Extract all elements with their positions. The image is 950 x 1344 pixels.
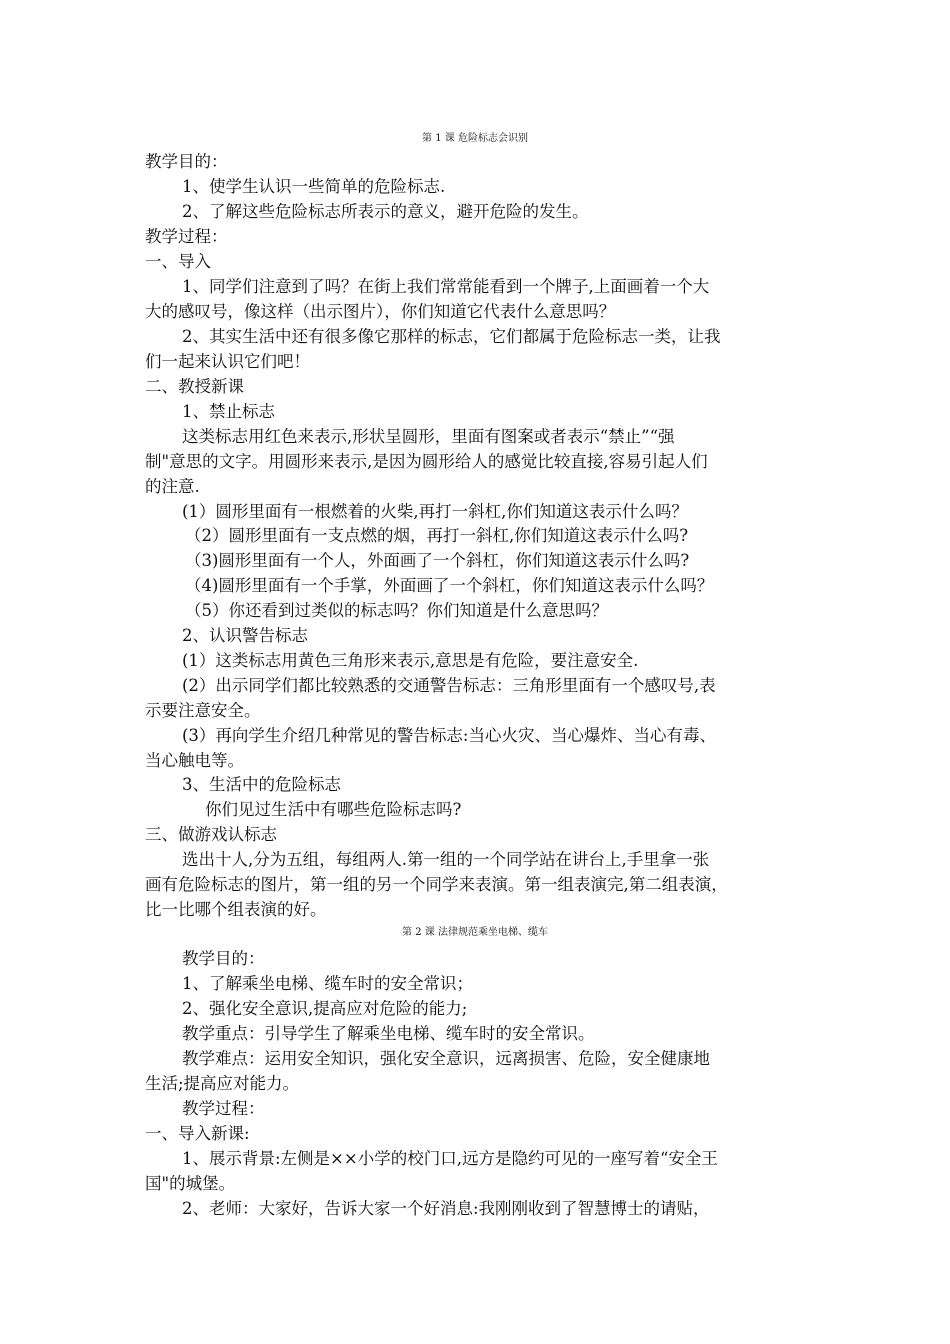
lesson2-line: 教学重点：引导学生了解乘坐电梯、缆车时的安全常识。 (182, 1024, 595, 1043)
lesson2-line: 1、展示背景:左侧是××小学的校门口,远方是隐约可见的一座写着“安全王 (182, 1149, 718, 1168)
lesson1-line: 2、了解这些危险标志所表示的意义，避开危险的发生。 (182, 202, 589, 221)
lesson2-line: 2、强化安全意识,提高应对危险的能力; (182, 999, 468, 1018)
lesson1-line: 教学目的： (145, 152, 228, 171)
lesson2-line: 教学过程： (182, 1099, 265, 1118)
lesson1-line: 这类标志用红色来表示,形状呈圆形，里面有图案或者表示“禁止”“强 (182, 427, 675, 446)
lesson2-line: 教学目的： (182, 949, 265, 968)
lesson1-line: 制"意思的文字。用圆形来表示,是因为圆形给人的感觉比较直接,容易引起人们 (145, 452, 708, 471)
lesson1-line: 1、禁止标志 (182, 402, 275, 421)
lesson1-line: 3、生活中的危险标志 (182, 775, 341, 794)
lesson1-line: 们一起来认识它们吧！ (145, 352, 310, 371)
lesson1-line: （4)圆形里面有一个手掌，外面画了一个斜杠，你们知道这表示什么吗？ (185, 576, 714, 595)
lesson1-line: 当心触电等。 (145, 751, 244, 770)
lesson1-line: 大的感叹号，像这样（出示图片），你们知道它代表什么意思吗？ (145, 302, 616, 321)
lesson1-line: （2）圆形里面有一支点燃的烟，再打一斜杠,你们知道这表示什么吗? (185, 526, 689, 545)
lesson1-line: 画有危险标志的图片，第一组的另一个同学来表演。第一组表演完,第二组表演， (145, 875, 728, 894)
lesson2-line: 1、了解乘坐电梯、缆车时的安全常识； (182, 974, 473, 993)
lesson2-line: 2、老师：大家好，告诉大家一个好消息:我刚刚收到了智慧博士的请贴， (182, 1199, 710, 1218)
lesson1-line: 示要注意安全。 (145, 701, 261, 720)
lesson1-line: （5）你还看到过类似的标志吗？你们知道是什么意思吗？ (185, 601, 608, 620)
lesson1-line: 2、认识警告标志 (182, 626, 308, 645)
lesson1-line: (2）出示同学们都比较熟悉的交通警告标志：三角形里面有一个感叹号,表 (182, 676, 716, 695)
lesson2-line: 教学难点：运用安全知识，强化安全意识，远离损害、危险，安全健康地 (182, 1049, 710, 1068)
lesson1-line: 比一比哪个组表演的好。 (145, 900, 327, 919)
lesson1-line: 三、做游戏认标志 (145, 825, 277, 844)
lesson2-line: 生活;提高应对能力。 (145, 1074, 300, 1093)
lesson2-title: 第 2 课 法律规范乘坐电梯、缆车 (402, 927, 548, 938)
lesson2-line: 一、导入新课: (145, 1124, 250, 1143)
lesson1-line: 2、其实生活中还有很多像它那样的标志，它们都属于危险标志一类，让我 (182, 327, 721, 346)
lesson1-line: (3）再向学生介绍几种常见的警告标志:当心火灾、当心爆炸、当心有毒、 (182, 726, 716, 745)
lesson1-line: 的注意. (145, 477, 200, 496)
lesson1-line: (1）这类标志用黄色三角形来表示,意思是有危险，要注意安全. (182, 651, 639, 670)
lesson1-line: （3)圆形里面有一个人，外面画了一个斜杠，你们知道这表示什么吗? (185, 551, 690, 570)
lesson1-line: 教学过程： (145, 227, 228, 246)
lesson1-line: 1、同学们注意到了吗？在街上我们常常能看到一个牌子,上面画着一个大 (182, 277, 710, 296)
lesson2-line: 国"的城堡。 (145, 1174, 236, 1193)
lesson1-line: 选出十人,分为五组，每组两人.第一组的一个同学站在讲台上,手里拿一张 (182, 850, 710, 869)
lesson1-title: 第 1 课 危险标志会识别 (422, 133, 528, 144)
lesson1-line: 一、导入 (145, 252, 211, 271)
lesson1-line: 你们见过生活中有哪些危险标志吗? (205, 800, 462, 819)
lesson1-line: 二、教授新课 (145, 377, 244, 396)
lesson1-line: 1、使学生认识一些简单的危险标志. (182, 177, 446, 196)
lesson1-line: (1）圆形里面有一根燃着的火柴,再打一斜杠,你们知道这表示什么吗？ (182, 502, 688, 521)
